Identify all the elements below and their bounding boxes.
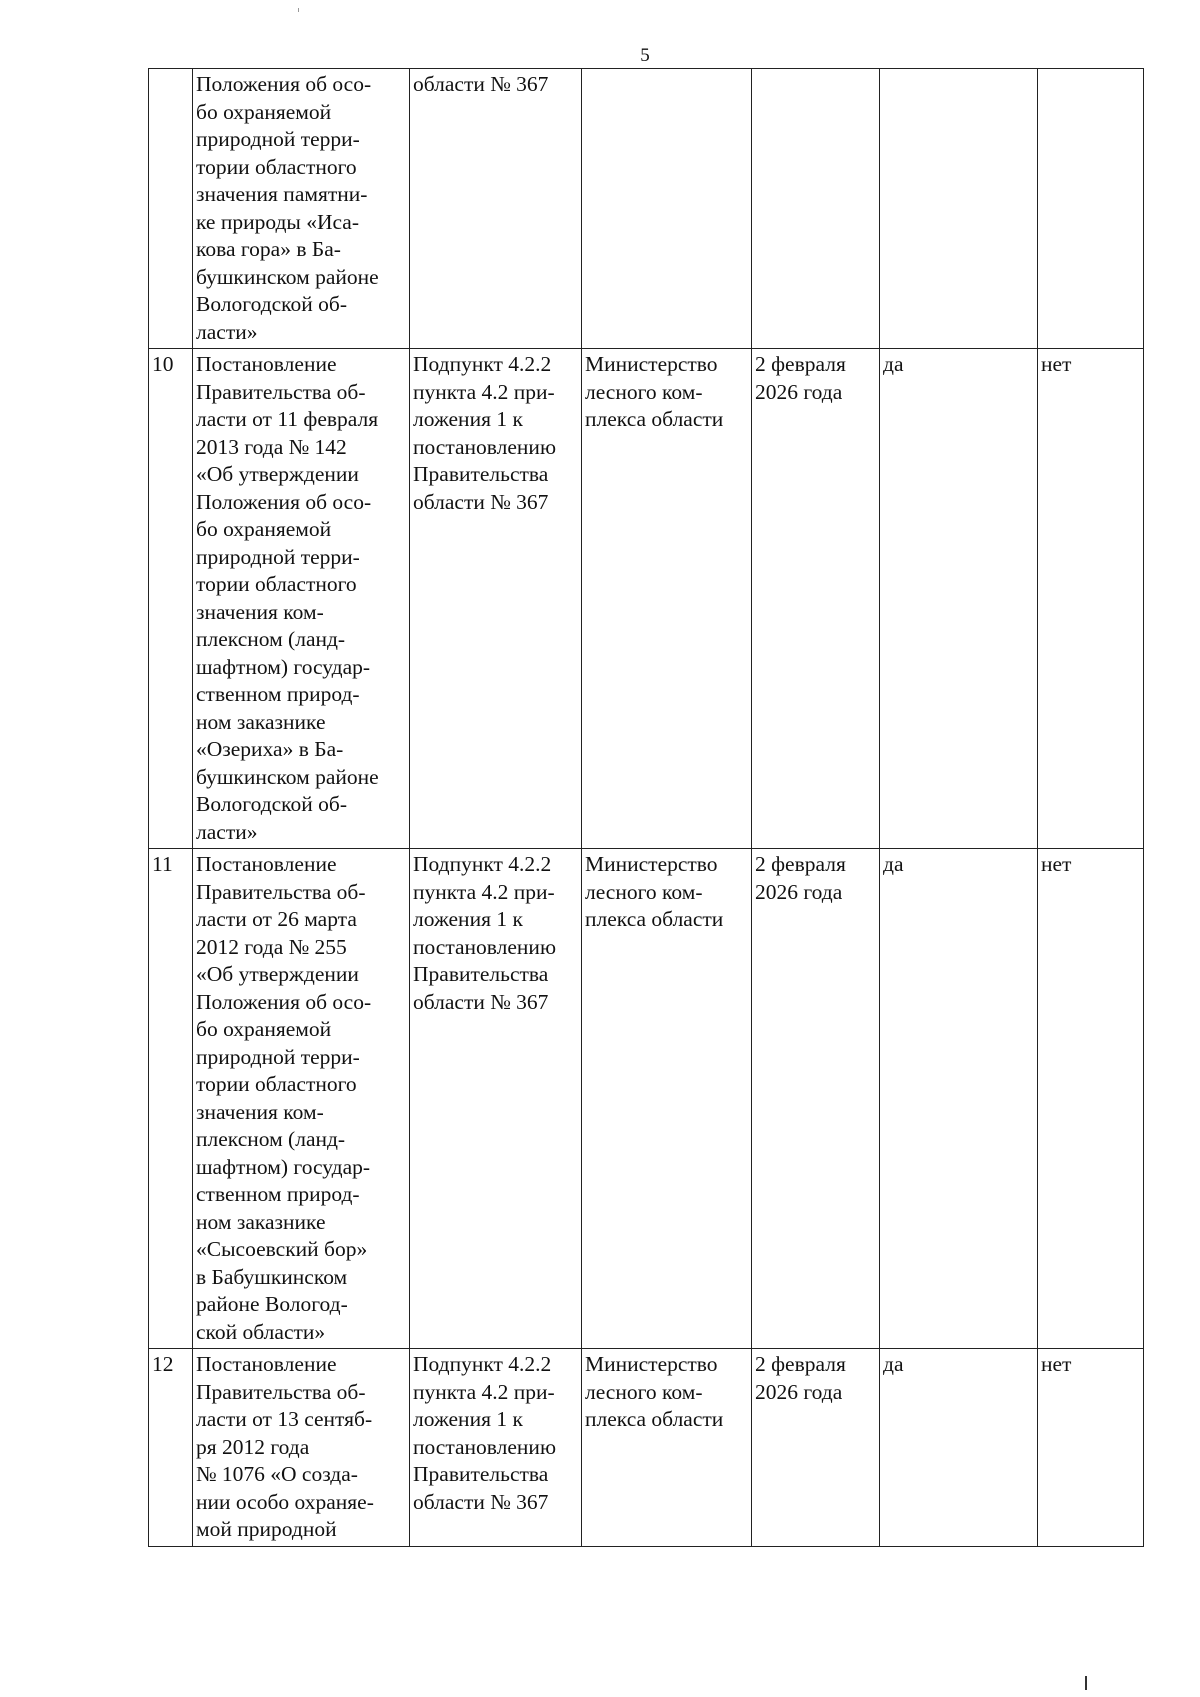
cell-line: 2 февраля xyxy=(755,352,846,376)
cell-line: Вологодской об- xyxy=(196,292,348,316)
cell-deadline xyxy=(752,1349,880,1547)
cell-deadline xyxy=(752,69,880,349)
cell-line: 2 февраля xyxy=(755,852,846,876)
cell-line: Министерство xyxy=(585,852,718,876)
cell-line: Постановление xyxy=(196,852,337,876)
cell-line: области № 367 xyxy=(413,489,549,514)
cell-line: ственном природ- xyxy=(196,1182,360,1206)
cell-line: шафтном) государ- xyxy=(196,1154,371,1179)
cell-line: в Бабушкинском xyxy=(196,1264,348,1289)
page-number: 5 xyxy=(640,45,650,66)
cell-line: пункта 4.2 при- xyxy=(413,1379,555,1404)
cell-line: области № 367 xyxy=(413,72,549,96)
cell-line: ном заказнике xyxy=(196,709,326,734)
cell-line: плекса области xyxy=(585,1407,724,1431)
cell-col7 xyxy=(1038,69,1144,349)
cell-line: природной терри- xyxy=(196,1044,360,1069)
cell-line: 2026 года xyxy=(755,879,843,904)
cell-line: «Об утверждении xyxy=(196,962,359,986)
cell-line: Правительства об- xyxy=(196,879,366,904)
cell-line: постановлению xyxy=(413,434,557,459)
cell-line: районе Вологод- xyxy=(196,1292,348,1316)
cell-line: Правительства xyxy=(413,1462,549,1486)
table-row xyxy=(149,69,1144,349)
cell-basis xyxy=(410,349,582,849)
cell-line: шафтном) государ- xyxy=(196,654,371,679)
cell-line: природной терри- xyxy=(196,544,360,569)
cell-line: плексном (ланд- xyxy=(196,627,346,651)
cell-line: тории областного xyxy=(196,1072,357,1096)
cell-line: бушкинском районе xyxy=(196,764,379,789)
cell-line: Правительства xyxy=(413,462,549,486)
cell-line: ской области» xyxy=(196,1319,326,1344)
cell-line: природной терри- xyxy=(196,127,360,151)
cell-line: 2026 года xyxy=(755,379,843,404)
cell-line: Постановление xyxy=(196,1352,337,1376)
cell-line: Подпункт 4.2.2 xyxy=(413,852,552,876)
cell-col6: да xyxy=(880,349,1038,849)
cell-col7: нет xyxy=(1038,349,1144,849)
cell-line: плексном (ланд- xyxy=(196,1127,346,1151)
cell-line: «Об утверждении xyxy=(196,462,359,486)
cell-line: ложения 1 к xyxy=(413,907,523,931)
cell-line: ложения 1 к xyxy=(413,407,523,431)
cell-line: плекса области xyxy=(585,907,724,931)
cell-line: лесного ком- xyxy=(585,1379,703,1404)
cell-responsible-body xyxy=(582,849,752,1349)
cell-line: Постановление xyxy=(196,352,337,376)
cell-line: ке природы «Иса- xyxy=(196,209,360,234)
cell-col7: нет xyxy=(1038,1349,1144,1547)
cell-line: Министерство xyxy=(585,352,718,376)
cell-line: ложения 1 к xyxy=(413,1407,523,1431)
cell-line: Положения об осо- xyxy=(196,72,372,96)
cell-line: бо охраняемой xyxy=(196,99,332,124)
cell-legal-act xyxy=(193,1349,410,1547)
cell-line: Положения об осо- xyxy=(196,989,372,1014)
cell-line: области № 367 xyxy=(413,1489,549,1514)
cell-line: тории областного xyxy=(196,154,357,179)
cell-line: значения памятни- xyxy=(196,182,368,206)
cell-line: пункта 4.2 при- xyxy=(413,379,555,404)
cell-legal-act xyxy=(193,349,410,849)
cell-number xyxy=(149,69,193,349)
cell-line: постановлению xyxy=(413,934,557,959)
table-row xyxy=(149,349,1144,849)
cell-col6: да xyxy=(880,849,1038,1349)
cell-line: Подпункт 4.2.2 xyxy=(413,352,552,376)
cell-col7: нет xyxy=(1038,849,1144,1349)
cell-col6 xyxy=(880,69,1038,349)
cell-line: № 1076 «О созда- xyxy=(196,1462,358,1486)
cell-line: Вологодской об- xyxy=(196,792,348,816)
table-row xyxy=(149,849,1144,1349)
cell-line: плекса области xyxy=(585,407,724,431)
cell-responsible-body xyxy=(582,69,752,349)
cell-basis xyxy=(410,1349,582,1547)
cell-line: мой природной xyxy=(196,1517,337,1541)
cell-line: ласти от 26 марта xyxy=(196,907,357,931)
cell-number: 11 xyxy=(149,849,193,1349)
cell-line: ственном природ- xyxy=(196,682,360,706)
cell-line: кова гора» в Ба- xyxy=(196,237,341,261)
cell-line: ласти от 11 февраля xyxy=(196,407,379,431)
cell-legal-act xyxy=(193,849,410,1349)
table-row xyxy=(149,1349,1144,1547)
cell-line: «Озериха» в Ба- xyxy=(196,737,344,761)
cell-line: Правительства xyxy=(413,962,549,986)
cell-line: постановлению xyxy=(413,1434,557,1459)
cell-number: 12 xyxy=(149,1349,193,1547)
cell-line: Правительства об- xyxy=(196,1379,366,1404)
cell-deadline xyxy=(752,849,880,1349)
cell-line: 2012 года № 255 xyxy=(196,934,347,959)
cell-line: 2013 года № 142 xyxy=(196,434,347,459)
cell-col6: да xyxy=(880,1349,1038,1547)
cell-line: ласти» xyxy=(196,819,258,844)
cell-line: лесного ком- xyxy=(585,879,703,904)
cell-line: Положения об осо- xyxy=(196,489,372,514)
cell-legal-act xyxy=(193,69,410,349)
cell-deadline xyxy=(752,349,880,849)
cell-line: Подпункт 4.2.2 xyxy=(413,1352,552,1376)
cell-number: 10 xyxy=(149,349,193,849)
cell-line: Министерство xyxy=(585,1352,718,1376)
cell-line: значения ком- xyxy=(196,599,324,624)
cell-line: 2 февраля xyxy=(755,1352,846,1376)
cell-line: ном заказнике xyxy=(196,1209,326,1234)
cell-line: «Сысоевский бор» xyxy=(196,1237,368,1261)
cell-line: бушкинском районе xyxy=(196,264,379,289)
cell-responsible-body xyxy=(582,349,752,849)
cell-line: значения ком- xyxy=(196,1099,324,1124)
cell-line: пункта 4.2 при- xyxy=(413,879,555,904)
document-table xyxy=(148,68,1144,1547)
scan-mark xyxy=(298,8,299,12)
cell-line: ласти» xyxy=(196,319,258,344)
cell-line: тории областного xyxy=(196,572,357,596)
cell-responsible-body xyxy=(582,1349,752,1547)
scan-mark xyxy=(1085,1676,1087,1690)
cell-line: ласти от 13 сентяб- xyxy=(196,1407,373,1431)
cell-line: лесного ком- xyxy=(585,379,703,404)
cell-line: Правительства об- xyxy=(196,379,366,404)
cell-line: ря 2012 года xyxy=(196,1434,310,1459)
cell-line: области № 367 xyxy=(413,989,549,1014)
cell-line: бо охраняемой xyxy=(196,1017,332,1041)
cell-basis xyxy=(410,849,582,1349)
cell-line: 2026 года xyxy=(755,1379,843,1404)
cell-line: нии особо охраняе- xyxy=(196,1489,374,1514)
cell-line: бо охраняемой xyxy=(196,517,332,541)
cell-basis xyxy=(410,69,582,349)
